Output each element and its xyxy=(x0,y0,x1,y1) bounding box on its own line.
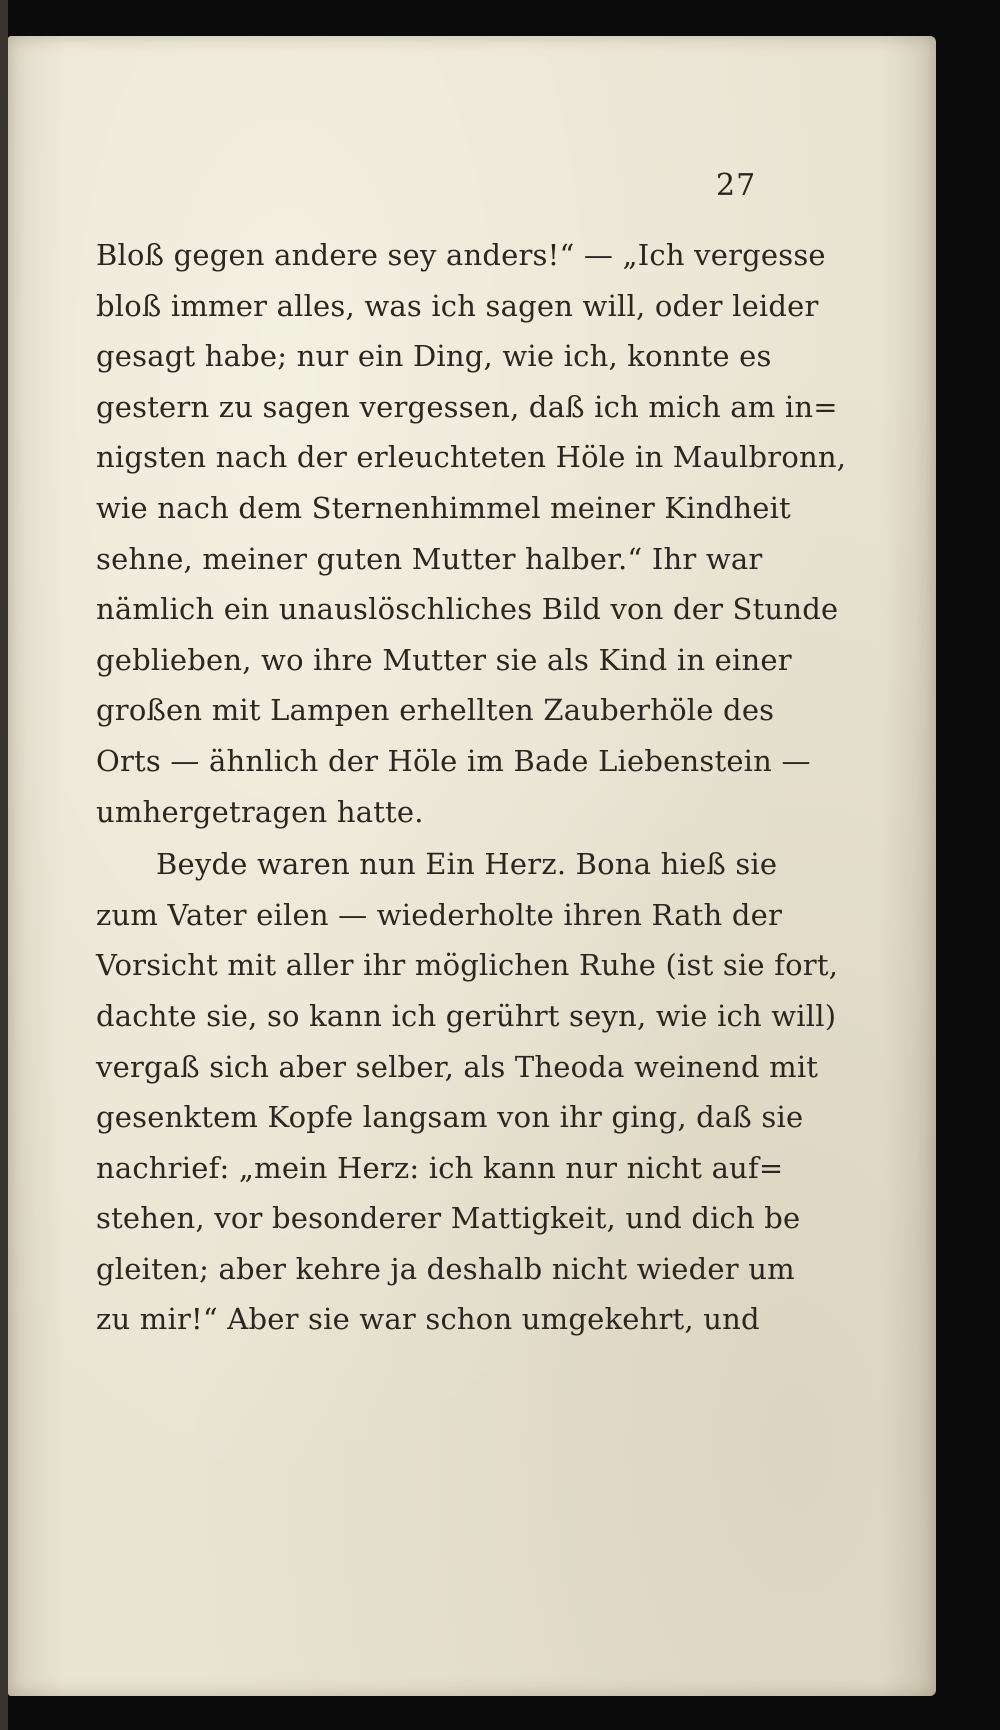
bottom-background xyxy=(8,1696,936,1730)
text-line: gestern zu sagen vergessen, daß ich mich am in= xyxy=(96,389,838,424)
text-line: umhergetragen hatte. xyxy=(96,794,424,829)
text-line: Vorsicht mit aller ihr möglichen Ruhe (ist sie fort, xyxy=(96,948,839,983)
text-line: nigsten nach der erleuchteten Höle in Maulbronn, xyxy=(96,440,847,475)
text-line: stehen, vor besonderer Mattigkeit, und dich be xyxy=(96,1201,801,1236)
text-line: gesagt habe; nur ein Ding, wie ich, konnte es xyxy=(96,339,772,374)
text-line: Orts — ähnlich der Höle im Bade Liebenstein — xyxy=(96,743,811,778)
paragraph-start-line: Beyde waren nun Ein Herz. Bona hieß sie xyxy=(156,847,778,882)
text-line: zum Vater eilen — wiederholte ihren Rath der xyxy=(96,897,783,932)
text-line: geblieben, wo ihre Mutter sie als Kind in einer xyxy=(96,642,792,677)
text-line: gesenktem Kopfe langsam von ihr ging, daß sie xyxy=(96,1100,804,1135)
left-binding-edge xyxy=(0,0,8,1730)
text-line: gleiten; aber kehre ja deshalb nicht wieder um xyxy=(96,1251,795,1286)
body-text xyxy=(96,230,847,1345)
text-line: nachrief: „mein Herz: ich kann nur nicht auf= xyxy=(96,1150,784,1185)
text-line: Bloß gegen andere sey anders!“ — „Ich vergesse xyxy=(96,238,826,272)
page-number: 27 xyxy=(716,168,757,203)
text-line: bloß immer alles, was ich sagen will, oder leider xyxy=(96,288,819,323)
text-line: nämlich ein unauslöschliches Bild von der Stunde xyxy=(96,592,839,627)
text-line: zu mir!“ Aber sie war schon umgekehrt, und xyxy=(96,1302,760,1337)
text-line: dachte sie, so kann ich gerührt seyn, wie ich will) xyxy=(96,998,837,1033)
text-line: großen mit Lampen erhellten Zauberhöle des xyxy=(96,693,775,728)
text-line: wie nach dem Sternenhimmel meiner Kindheit xyxy=(96,490,791,525)
text-line: vergaß sich aber selber, als Theoda weinend mit xyxy=(96,1049,819,1084)
text-line: sehne, meiner guten Mutter halber.“ Ihr war xyxy=(96,541,763,576)
